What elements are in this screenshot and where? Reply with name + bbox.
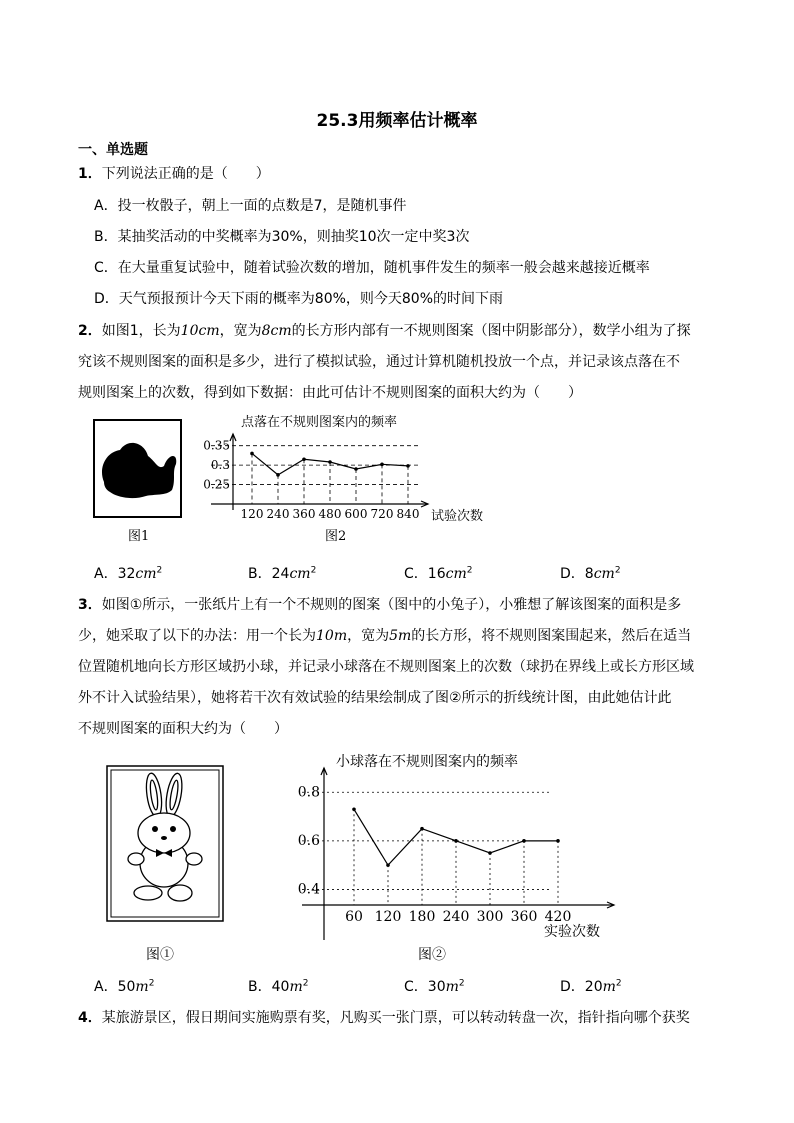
data-point (386, 863, 390, 867)
q2-stem-line2: 究该不规则图案的面积是多少，进行了模拟试验，通过计算机随机投放一个点，并记录该点落在不 (78, 354, 680, 370)
option-exponent: 2 (615, 978, 622, 989)
option-label: A． (94, 566, 118, 582)
y-axis-label: 小球落在不规则图案内的频率 (336, 754, 518, 770)
option-unit: cm (135, 566, 157, 582)
x-tick-label: 840 (396, 507, 420, 521)
data-point (420, 827, 424, 831)
x-tick-label: 420 (544, 909, 572, 925)
q3-text: ，宽为 (347, 628, 390, 644)
x-tick-label: 240 (442, 909, 470, 925)
q2-length: 10cm (180, 323, 220, 339)
q4-number: 4． (78, 1010, 102, 1026)
x-tick-label: 300 (476, 909, 504, 925)
x-tick-label: 60 (345, 909, 363, 925)
y-tick-label: 0.8 (297, 784, 320, 801)
y-tick-label: 0.6 (297, 832, 320, 849)
data-point (488, 851, 492, 855)
q1-option-d (94, 289, 503, 309)
option-exponent: 2 (614, 565, 621, 576)
q1-option-c (94, 258, 650, 278)
q3-text: 少，她采取了以下的办法：用一个长为 (78, 628, 316, 644)
q2-stem-line1 (78, 321, 691, 341)
option-label: D． (94, 291, 119, 307)
q2-option-c (404, 563, 472, 583)
q3-option-a (94, 976, 154, 996)
option-label: B． (248, 979, 272, 995)
data-point (352, 807, 356, 811)
data-point (250, 452, 254, 456)
y-tick-label: 0.3 (210, 458, 230, 473)
q4-stem-line1 (78, 1008, 690, 1028)
q1-number: 1． (78, 166, 102, 182)
q1-option-a (94, 196, 406, 216)
irregular-pattern-shape (102, 443, 176, 498)
option-label: B． (94, 229, 118, 245)
option-exponent: 2 (148, 978, 155, 989)
q2-width: 8cm (261, 323, 292, 339)
q3-line-chart (282, 750, 622, 942)
data-point (354, 467, 358, 471)
option-value: 32 (117, 566, 136, 582)
option-exponent: 2 (302, 978, 309, 989)
option-label: C． (404, 566, 428, 582)
q2-figure1 (92, 418, 184, 520)
q2-number: 2． (78, 323, 102, 339)
option-label: A． (94, 198, 118, 214)
option-unit: cm (289, 566, 311, 582)
data-point (276, 473, 280, 477)
option-value: 50 (117, 979, 136, 995)
data-point (454, 839, 458, 843)
x-tick-label: 240 (266, 507, 290, 521)
q1-option-b (94, 227, 469, 247)
option-text: 天气预报预计今天下雨的概率为80%，则今天80%的时间下雨 (118, 291, 504, 307)
q3-fig1-caption: 图① (146, 947, 174, 963)
q3-stem-line2 (78, 626, 691, 646)
option-unit: m (445, 979, 459, 995)
x-axis-label: 实验次数 (544, 924, 600, 940)
section-heading: 一、单选题 (78, 142, 148, 158)
y-axis-label: 点落在不规则图案内的频率 (241, 415, 398, 430)
x-tick-label: 180 (408, 909, 436, 925)
option-value: 24 (271, 566, 290, 582)
option-label: A． (94, 979, 118, 995)
option-value: 20 (584, 979, 603, 995)
option-text: 在大量重复试验中，随着试验次数的增加，随机事件发生的频率一般会越来越接近概率 (117, 260, 650, 276)
y-tick-label: 0.35 (203, 438, 230, 453)
x-tick-label: 600 (344, 507, 368, 521)
option-label: D． (560, 979, 585, 995)
option-exponent: 2 (466, 565, 473, 576)
q2-option-a (94, 563, 162, 583)
option-unit: m (602, 979, 616, 995)
q3-stem-line3: 位置随机地向长方形区域扔小球，并记录小球落在不规则图案上的次数（球扔在界线上或长方形区域 (78, 659, 694, 675)
data-point (328, 460, 332, 464)
page-title: 25.3用频率估计概率 (316, 111, 478, 131)
q3-stem-line1 (78, 595, 681, 615)
y-tick-label: 0.4 (297, 881, 320, 898)
q3-width: 5m (389, 628, 412, 644)
q3-option-d (560, 976, 622, 996)
q2-stem-line3: 规则图案上的次数，得到如下数据：由此可估计不规则图案的面积大约为（ ） (78, 385, 582, 401)
data-point (556, 839, 560, 843)
q3-option-b (248, 976, 308, 996)
x-tick-label: 480 (318, 507, 342, 521)
option-unit: m (289, 979, 303, 995)
option-exponent: 2 (458, 978, 465, 989)
x-tick-label: 720 (370, 507, 394, 521)
q3-figure1 (106, 765, 224, 923)
x-axis-label: 试验次数 (431, 509, 484, 524)
x-tick-label: 360 (292, 507, 316, 521)
option-label: B． (248, 566, 272, 582)
y-tick-label: 0.25 (203, 477, 230, 492)
option-label: D． (560, 566, 585, 582)
option-text: 投一枚骰子，朝上一面的点数是7，是随机事件 (117, 198, 407, 214)
q2-option-b (248, 563, 316, 583)
data-point (406, 464, 410, 468)
q3-length: 10m (316, 628, 348, 644)
option-unit: cm (593, 566, 615, 582)
q4-text: 某旅游景区，假日期间实施购票有奖，凡购买一张门票，可以转动转盘一次，指针指向哪个获奖 (101, 1010, 690, 1026)
q3-number: 3． (78, 597, 102, 613)
option-value: 8 (584, 566, 594, 582)
data-point (522, 839, 526, 843)
q2-text: 如图1，长为 (101, 323, 181, 339)
q3-option-c (404, 976, 465, 996)
q2-fig1-caption: 图1 (128, 529, 150, 544)
x-tick-label: 360 (510, 909, 538, 925)
option-value: 30 (427, 979, 446, 995)
q1-text: 下列说法正确的是（ ） (101, 166, 270, 182)
q2-fig2-caption: 图2 (325, 529, 347, 544)
data-point (302, 457, 306, 461)
option-unit: cm (445, 566, 467, 582)
option-value: 40 (271, 979, 290, 995)
q3-stem-line4: 外不计入试验结果），她将若干次有效试验的结果绘制成了图②所示的折线统计图，由此她估计此 (78, 690, 672, 706)
q3-stem-line5: 不规则图案的面积大约为（ ） (78, 721, 288, 737)
option-unit: m (135, 979, 149, 995)
q2-option-d (560, 563, 621, 583)
q2-line-chart (196, 412, 496, 530)
option-label: C． (404, 979, 428, 995)
q3-text: 如图①所示，一张纸片上有一个不规则的图案（图中的小兔子），小雅想了解该图案的面积是多 (101, 597, 682, 613)
option-value: 16 (427, 566, 446, 582)
option-label: C． (94, 260, 118, 276)
q3-text: 的长方形，将不规则图案围起来，然后在适当 (411, 628, 692, 644)
data-point (380, 463, 384, 467)
option-exponent: 2 (310, 565, 317, 576)
option-exponent: 2 (156, 565, 163, 576)
q3-fig2-caption: 图② (418, 947, 446, 963)
q1-stem (78, 164, 270, 184)
q2-text: ，宽为 (219, 323, 262, 339)
option-text: 某抽奖活动的中奖概率为30%，则抽奖10次一定中奖3次 (117, 229, 470, 245)
x-tick-label: 120 (240, 507, 264, 521)
x-tick-label: 120 (374, 909, 402, 925)
q2-text: 的长方形内部有一不规则图案（图中阴影部分），数学小组为了探 (291, 323, 691, 339)
